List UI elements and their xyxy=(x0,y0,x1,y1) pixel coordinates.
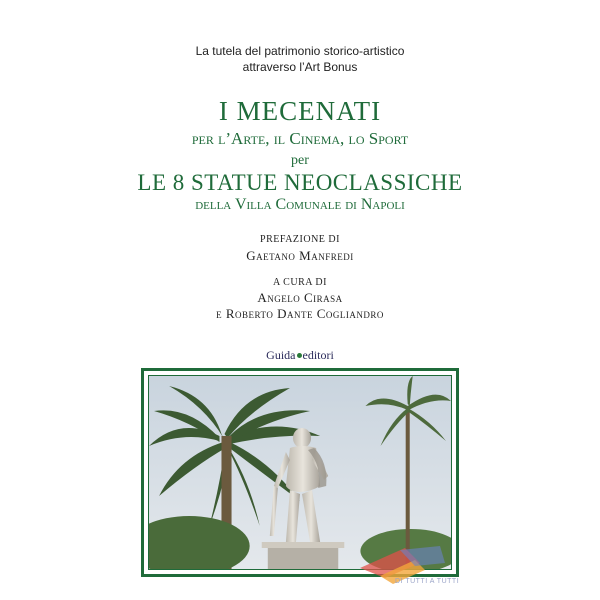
preface-author: Gaetano Manfredi xyxy=(246,248,354,263)
cover-title-line-5: della Villa Comunale di Napoli xyxy=(195,196,405,213)
subtitle-line-1: La tutela del patrimonio storico-artistico xyxy=(195,44,405,58)
publisher-dot-icon xyxy=(297,353,302,358)
watermark-text: DI TUTTI A TUTTI xyxy=(395,578,460,585)
editor-1: Angelo Cirasa xyxy=(257,290,343,305)
publisher-name-part-1: Guida xyxy=(266,348,296,362)
cover-title: I MECENATI xyxy=(218,96,382,126)
cover-title-line-3: per xyxy=(291,153,309,168)
editors-label: A CURA DI xyxy=(273,277,327,288)
publisher-logo xyxy=(0,348,600,363)
cover-subtitle xyxy=(0,43,600,75)
preface-label: PREFAZIONE DI xyxy=(260,234,340,245)
cover-title-line-2: per l’Arte, il Cinema, lo Sport xyxy=(191,129,409,148)
cover-title-line-4: LE 8 STATUE NEOCLASSICHE xyxy=(137,170,463,195)
statue-pedestal xyxy=(268,546,338,569)
publisher-name-part-2: editori xyxy=(302,348,334,362)
subtitle-line-2: attraverso l’Art Bonus xyxy=(242,60,358,74)
editor-2: e Roberto Dante Cogliandro xyxy=(216,306,384,321)
